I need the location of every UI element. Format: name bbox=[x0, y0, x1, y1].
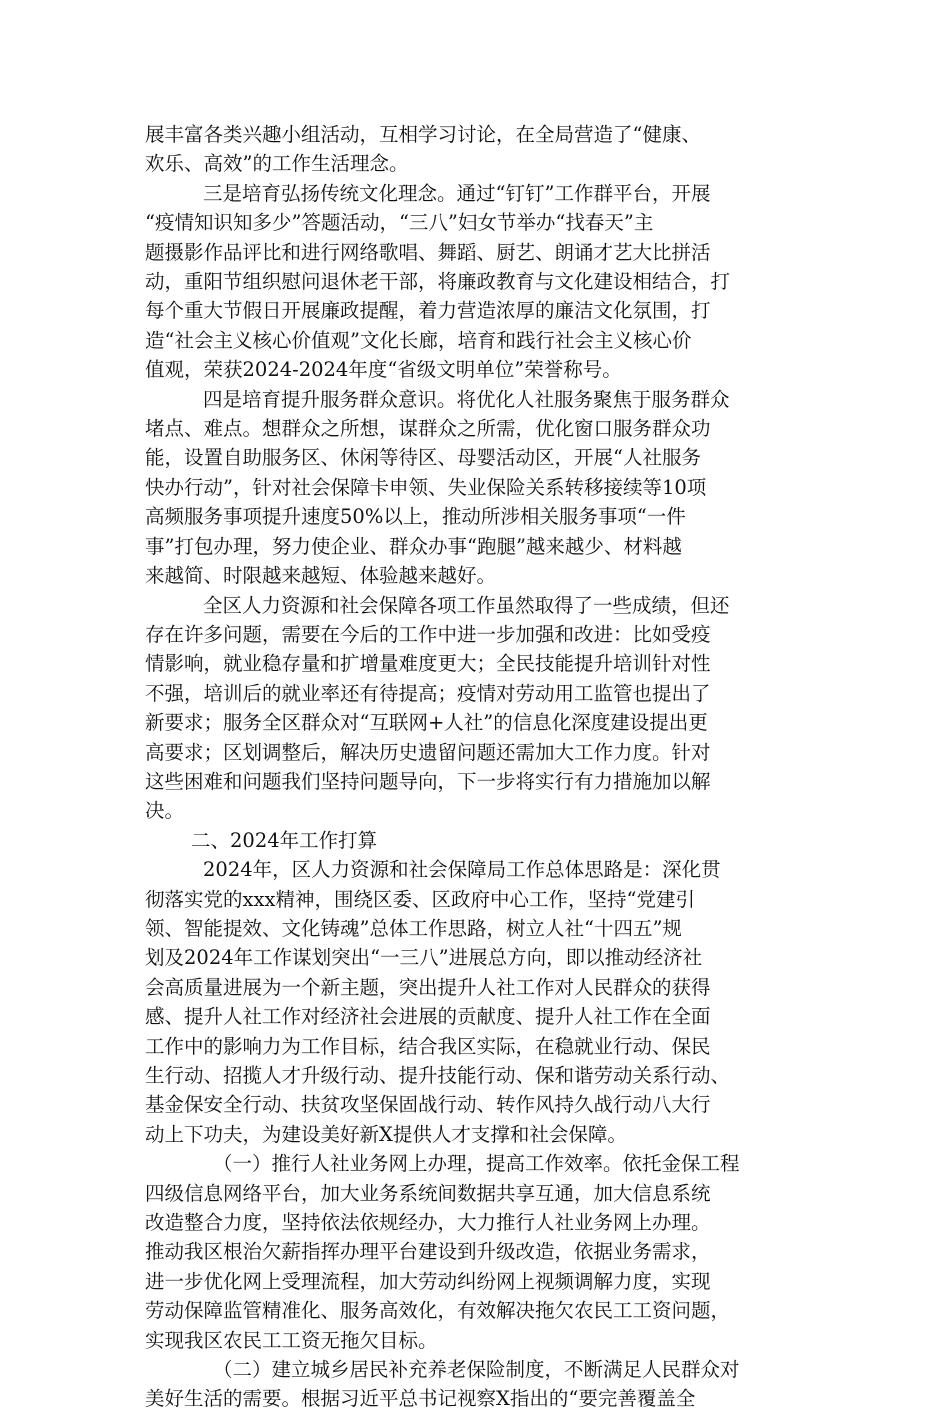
paragraph-7: （二）建立城乡居民补充养老保险制度，不断满足人民群众对 美好生活的需要。根据习近平总书记视察X指出的“要完善覆盖全 bbox=[145, 1358, 740, 1411]
paragraph-4: 全区人力资源和社会保障各项工作虽然取得了一些成绩，但还 存在许多问题，需要在今后的工作中进一步加强和改进：比如受疫 情影响，就业稳存量和扩增量难度更大；全民技能提升培训针对性 不强，培训后的就业率还有待提高；疫情对劳动用工监管也提出了 新要求；服务全区群众对“互联网+人社”的信息化深度建设提出更 高要求；区划调整后，解决历史遗留问题还需加大工作力度。针对 这些困难和问题我们坚持问题导向，下一步将实行有力措施加以解 决。 bbox=[145, 593, 730, 823]
section-heading: 二、2024年工作打算 bbox=[191, 828, 378, 852]
paragraph-6: （一）推行人社业务网上办理，提高工作效率。依托金保工程 四级信息网络平台，加大业务系统间数据共享互通，加大信息系统 改造整合力度，坚持依法依规经办，大力推行人社业务网上办理。 推动我区根治欠薪指挥办理平台建设到升级改造，依据业务需求， 进一步优化网上受理流程，加大劳动纠纷网上视频调解力度，实现 劳动保障监管精准化、服务高效化，有效解决拖欠农民工工资问题， 实现我区农民工工资无拖欠目标。 bbox=[145, 1152, 740, 1352]
paragraph-2: 三是培育弘扬传统文化理念。通过“钉钉”工作群平台，开展 “疫情知识知多少”答题活动，“三八”妇女节举办“找春天”主 题摄影作品评比和进行网络歌唱、舞蹈、厨艺、朗诵才艺大比拼活 动，重阳节组织慰问退休老干部，将廉政教育与文化建设相结合，打 每个重大节假日开展廉政提醒，着力营造浓厚的廉洁文化氛围，打 造“社会主义核心价值观”文化长廊，培育和践行社会主义核心价 值观，荣获2024-2024年度“省级文明单位”荣誉称号。 bbox=[145, 181, 731, 382]
document-body bbox=[145, 120, 825, 1414]
paragraph-3: 四是培育提升服务群众意识。将优化人社服务聚焦于服务群众 堵点、难点。想群众之所想，谋群众之所需，优化窗口服务群众功 能，设置自助服务区、休闲等待区、母婴活动区，开展“人社服务 快办行动”，针对社会保障卡申领、失业保险关系转移接续等10项 高频服务事项提升速度50%以上，推动所涉相关服务事项“一件 事”打包办理，努力使企业、群众办事“跑腿”越来越少、材料越 来越简、时限越来越短、体验越来越好。 bbox=[145, 387, 730, 588]
paragraph-5: 2024年，区人力资源和社会保障局工作总体思路是：深化贯 彻落实党的xxx精神，围绕区委、区政府中心工作，坚持“党建引 领、智能提效、文化铸魂”总体工作思路，树立人社“十四五”规 划及2024年工作谋划突出“一三八”进展总方向，即以推动经济社 会高质量进展为一个新主题，突出提升人社工作对人民群众的获得 感、提升人社工作对经济社会进展的贡献度、提升人社工作在全面 工作中的影响力为工作目标，结合我区实际，在稳就业行动、保民 生行动、招揽人才升级行动、提升技能行动、保和谐劳动关系行动、 基金保安全行动、扶贫攻坚保固战行动、转作风持久战行动八大行 动上下功夫，为建设美好新X提供人才支撑和社会保障。 bbox=[145, 858, 731, 1146]
paragraph-1: 展丰富各类兴趣小组活动，互相学习讨论，在全局营造了“健康、 欢乐、高效”的工作生活理念。 bbox=[145, 123, 701, 176]
